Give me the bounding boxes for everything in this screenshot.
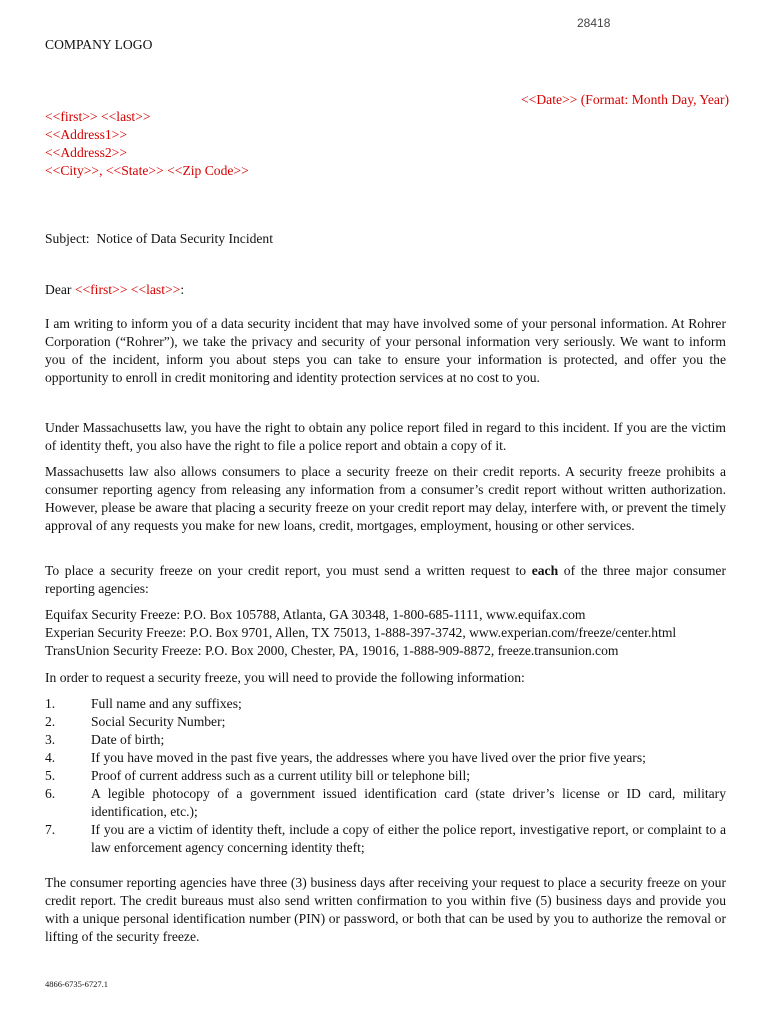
paragraph-request-intro: In order to request a security freeze, you will need to provide the following information: (45, 670, 525, 685)
list-item-number: 7. (45, 822, 56, 837)
list-item-text: If you have moved in the past five years, the addresses where you have lived over the prior five years; (91, 750, 646, 765)
list-item-text: Full name and any suffixes; (91, 696, 242, 711)
paragraph-police-report: Under Massachusetts law, you have the right to obtain any police report filed in regard to this incident. If you are the victim of identity theft, you also have the right to file a police report and obtain a copy of it. (45, 420, 726, 453)
agency-experian: Experian Security Freeze: P.O. Box 9701, Allen, TX 75013, 1-888-397-3742, www.experian.com/freeze/center.html (45, 625, 677, 640)
list-item-number: 3. (45, 732, 56, 747)
footer-document-code: 4866-6735-6727.1 (45, 979, 109, 989)
greeting (45, 281, 184, 299)
list-item-text: If you are a victim of identity theft, include a copy of either the police report, investigative report, or complaint to a law enforcement agency concerning identity theft; (91, 822, 726, 855)
recipient-address (45, 108, 249, 180)
to-place-emphasis: each (531, 563, 559, 578)
greeting-dear: Dear (45, 282, 75, 297)
list-item-number: 4. (45, 750, 56, 765)
list-item (45, 785, 726, 821)
paragraph-to-place (45, 562, 726, 598)
greeting-name: <<first>> <<last>> (74, 282, 181, 297)
list-item-number: 2. (45, 714, 56, 729)
list-item (45, 713, 726, 731)
list-item-number: 6. (45, 786, 56, 801)
list-item (45, 731, 726, 749)
recipient-name: <<first>> <<last>> (45, 109, 151, 124)
recipient-address1: <<Address1>> (45, 127, 128, 142)
paragraph-closing: The consumer reporting agencies have three (3) business days after receiving your request to place a security freeze on your credit report. The credit bureaus must also send written confirmation to you within five (5) business days and provide you with a unique personal identification number (PIN) or password, or both that can be used by you to authorize the removal or lifting of the security freeze. (45, 875, 726, 944)
list-item (45, 749, 726, 767)
date-placeholder: <<Date>> (Format: Month Day, Year) (521, 92, 729, 107)
to-place-text-a: To place a security freeze on your credit report, you must send a written request to (45, 563, 532, 578)
list-item (45, 767, 726, 785)
company-logo: COMPANY LOGO (45, 37, 153, 52)
recipient-address2: <<Address2>> (45, 145, 128, 160)
requirements-list (45, 695, 726, 857)
list-item (45, 821, 726, 857)
agency-list (45, 606, 745, 660)
agency-equifax: Equifax Security Freeze: P.O. Box 105788, Atlanta, GA 30348, 1-800-685-1111, www.equifax.com (45, 607, 586, 622)
recipient-city-state-zip: <<City>>, <<State>> <<Zip Code>> (45, 163, 249, 178)
list-item-text: A legible photocopy of a government issued identification card (state driver’s license or ID card, military identification, etc.); (91, 786, 726, 819)
to-place-text-b: of the three major consumer reporting agencies: (45, 563, 726, 596)
list-item-text: Date of birth; (91, 732, 165, 747)
paragraph-freeze-law: Massachusetts law also allows consumers to place a security freeze on their credit reports. A security freeze prohibits a consumer reporting agency from releasing any information from a consumer’s credit report without written authorization. However, please be aware that placing a security freeze on your credit report may delay, interfere with, or prevent the timely approval of any requests you make for new loans, credit, mortgages, employment, housing or other services. (45, 464, 726, 533)
list-item-number: 5. (45, 768, 56, 783)
list-item-number: 1. (45, 696, 56, 711)
list-item-text: Social Security Number; (91, 714, 226, 729)
document-number: 28418 (577, 16, 611, 30)
list-item (45, 695, 726, 713)
list-item-text: Proof of current address such as a current utility bill or telephone bill; (91, 768, 471, 783)
agency-transunion: TransUnion Security Freeze: P.O. Box 2000, Chester, PA, 19016, 1-888-909-8872, freeze.transunion.com (45, 643, 619, 658)
greeting-colon: : (180, 282, 185, 297)
subject-line: Subject: Notice of Data Security Incident (45, 231, 274, 246)
paragraph-intro: I am writing to inform you of a data security incident that may have involved some of your personal information. At Rohrer Corporation (“Rohrer”), we take the privacy and security of your personal information very seriously. We want to inform you of the incident, inform you about steps you can take to ensure your information is protected, and offer you the opportunity to enroll in credit monitoring and identity protection services at no cost to you. (45, 316, 726, 385)
